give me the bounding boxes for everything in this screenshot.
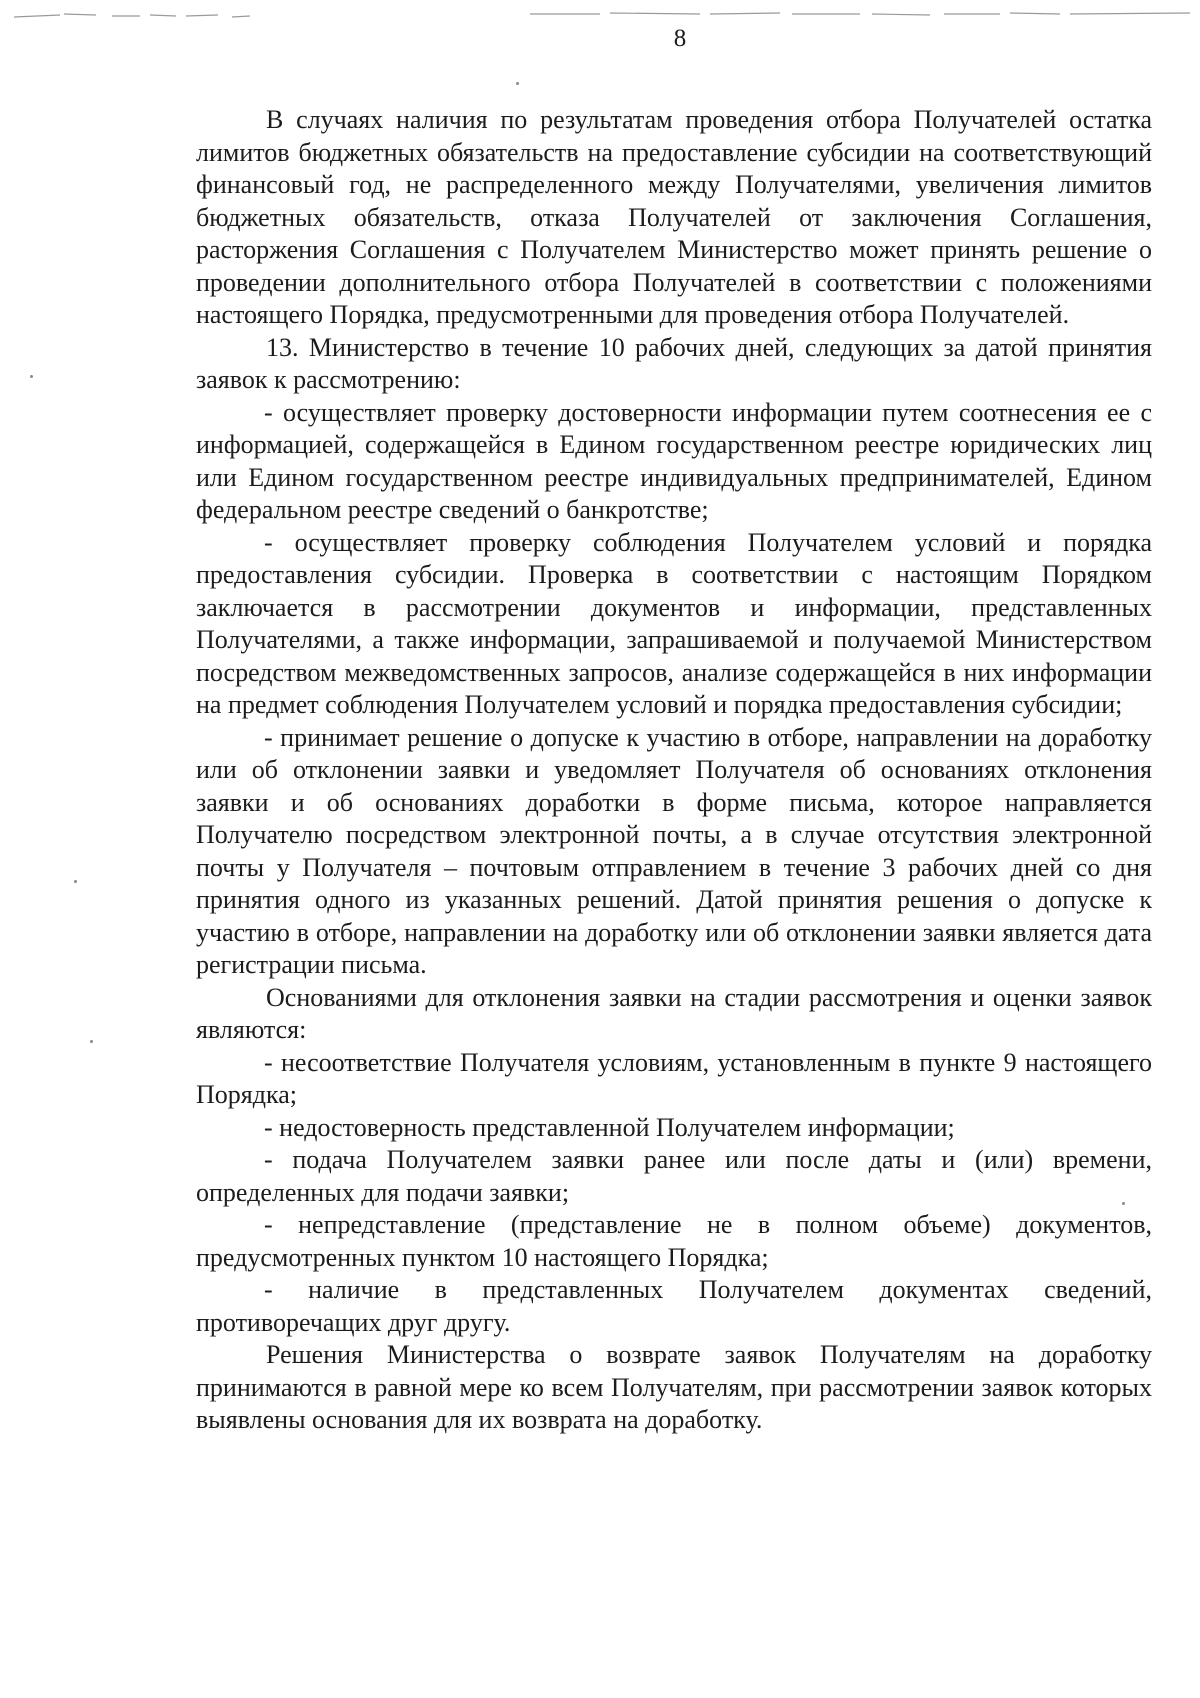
list-item: - непредставление (представление не в полном объеме) документов, предусмотренных пунктом 10 настоящего Порядка; bbox=[196, 1210, 1152, 1272]
list-item: - принимает решение о допуске к участию в отборе, направлении на доработку или об отклонении заявки и уведомляет Получателя об основаниях отклонения заявки и об основаниях доработки в форме письма, которое направляется Получателю посредством электронной почты, а в случае отсутствия электронной почты у Получателя – почтовым отправлением в течение 3 рабочих дней со дня принятия одного из указанных решений. Датой принятия решения о допуске к участию в отборе, направлении на доработку или об отклонении заявки является дата регистрации письма. bbox=[196, 722, 1152, 979]
list-item: - наличие в представленных Получателем документах сведений, противоречащих друг другу. bbox=[196, 1275, 1152, 1337]
paragraph: В случаях наличия по результатам проведения отбора Получателей остатка лимитов бюджетных обязательств на предоставление субсидии на соответствующий финансовый год, не распределенного между Получателями, увеличения лимитов бюджетных обязательств, отказа Получателей от заключения Соглашения, расторжения Соглашения с Получателем Министерство может принять решение о проведении дополнительного отбора Получателей в соответствии с положениями настоящего Порядка, предусмотренными для проведения отбора Получателей. bbox=[196, 105, 1152, 329]
list-item: - осуществляет проверку достоверности информации путем соотнесения ее с информацией, содержащейся в Едином государственном реестре юридических лиц или Едином государственном реестре индивидуальных предпринимателей, Едином федеральном реестре сведений о банкротстве; bbox=[196, 397, 1152, 524]
list-item: - несоответствие Получателя условиям, установленным в пункте 9 настоящего Порядка; bbox=[196, 1047, 1152, 1109]
scan-speck bbox=[74, 880, 77, 883]
list-item: - недостоверность представленной Получателем информации; bbox=[264, 1112, 955, 1142]
list-item: - подача Получателем заявки ранее или после даты и (или) времени, определенных для подачи заявки; bbox=[196, 1145, 1152, 1207]
scan-speck bbox=[90, 1040, 93, 1043]
scan-speck bbox=[516, 82, 519, 85]
section-13-paragraph: 13. Министерство в течение 10 рабочих дней, следующих за датой принятия заявок к рассмотрению: bbox=[196, 332, 1152, 394]
paragraph: Основаниями для отклонения заявки на стадии рассмотрения и оценки заявок являются: bbox=[196, 982, 1152, 1044]
page-number: 8 bbox=[673, 25, 687, 52]
scan-speck bbox=[30, 375, 33, 378]
document-body bbox=[196, 104, 1152, 1437]
paragraph: Решения Министерства о возврате заявок Получателям на доработку принимаются в равной мере ко всем Получателям, при рассмотрении заявок которых выявлены основания для их возврата на доработку. bbox=[196, 1340, 1152, 1434]
list-item: - осуществляет проверку соблюдения Получателем условий и порядка предоставления субсидии. Проверка в соответствии с настоящим Порядком заключается в рассмотрении документов и информации, представленных Получателями, а также информации, запрашиваемой и получаемой Министерством посредством межведомственных запросов, анализе содержащейся в них информации на предмет соблюдения Получателем условий и порядка предоставления субсидии; bbox=[196, 527, 1152, 719]
